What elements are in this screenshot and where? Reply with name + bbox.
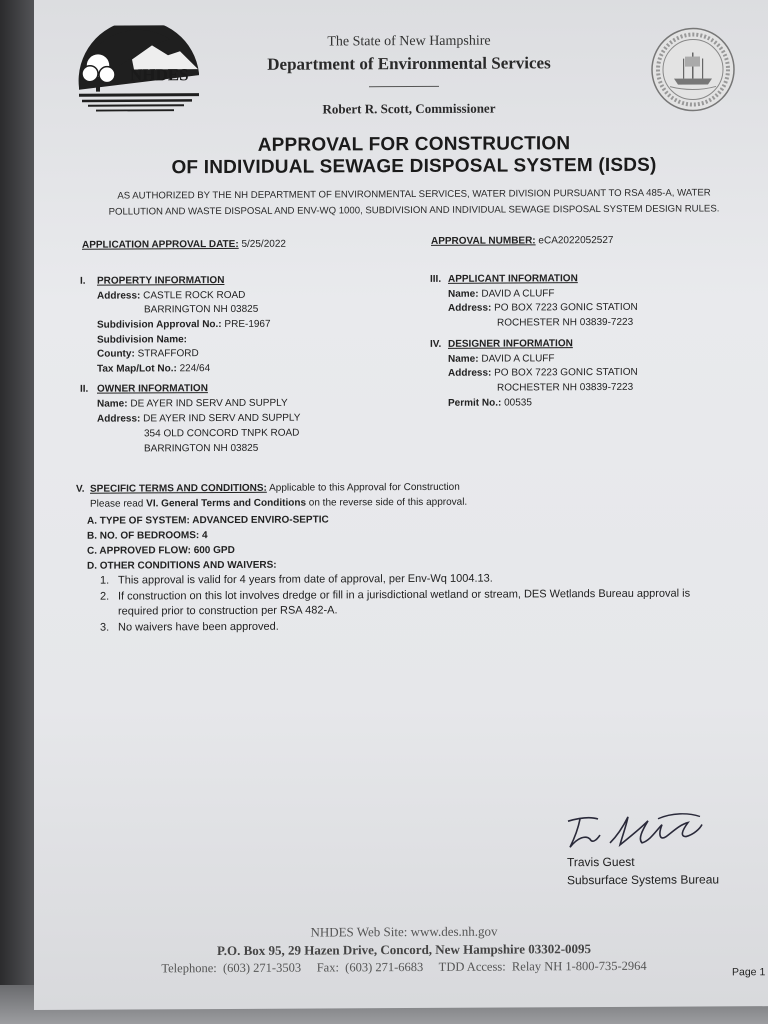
approval-date-row [82, 239, 286, 251]
approval-number-value: eCA2022052527 [538, 234, 614, 247]
property-subdivision-row [97, 319, 271, 331]
authority-line1: AS AUTHORIZED BY THE NH DEPARTMENT OF ENVIRONMENTAL SERVICES, WATER DIVISION PURSUANT TO RSA 485-A, WATER [117, 187, 711, 202]
applicant-address-label: Address: [448, 302, 492, 314]
designer-address-label: Address: [448, 367, 492, 379]
designer-permit-value: 00535 [504, 397, 532, 409]
designer-permit-label: Permit No.: [448, 397, 502, 409]
document-page [34, 0, 768, 1010]
designer-address-line2: ROCHESTER NH 03839-7223 [497, 381, 634, 394]
property-address-row [97, 290, 245, 302]
approval-date-value: 5/25/2022 [241, 238, 286, 250]
term-label: NO. OF BEDROOMS: [99, 530, 200, 542]
term-letter: C. [87, 545, 97, 557]
term-letter: D. [87, 560, 97, 572]
property-taxmap-label: Tax Map/Lot No.: [97, 363, 177, 375]
term-item [87, 560, 277, 572]
term-value: ADVANCED ENVIRO-SEPTIC [192, 514, 329, 527]
condition-text: This approval is valid for 4 years from date of approval, per Env-Wq 1004.13. [118, 572, 493, 587]
letterhead-divider [369, 86, 439, 87]
authority-statement [94, 185, 734, 220]
designer-heading: DESIGNER INFORMATION [448, 338, 573, 350]
designer-permit-row [448, 397, 532, 408]
property-heading-num: I. [80, 275, 86, 287]
terms-heading-num: V. [76, 483, 85, 495]
property-subdivision-value: PRE-1967 [224, 318, 271, 331]
handwritten-signature-icon [562, 806, 732, 857]
property-county-row [97, 348, 199, 360]
applicant-address-row [448, 302, 638, 314]
approval-date-label: APPLICATION APPROVAL DATE: [82, 238, 239, 251]
owner-name-value: DE AYER IND SERV AND SUPPLY [130, 397, 288, 410]
property-address-label: Address: [97, 290, 141, 302]
signer-name: Travis Guest [567, 854, 635, 870]
owner-heading: OWNER INFORMATION [97, 383, 208, 395]
designer-name-label: Name: [448, 353, 479, 365]
terms-read-note [90, 497, 467, 510]
property-subdivision-label: Subdivision Approval No.: [97, 319, 222, 331]
property-address-line1: CASTLE ROCK ROAD [143, 289, 246, 302]
applicant-name-row [448, 288, 555, 300]
applicant-name-value: DAVID A CLUFF [481, 288, 555, 300]
owner-name-label: Name: [97, 398, 128, 410]
term-letter: A. [87, 515, 97, 527]
condition-num: 2. [100, 590, 110, 603]
logo-text: NHDES [130, 65, 189, 85]
commissioner-name: Robert R. Scott, Commissioner [322, 100, 496, 117]
owner-name-row [97, 398, 288, 410]
terms-read-suffix: on the reverse side of this approval. [308, 496, 468, 509]
designer-address-row [448, 367, 638, 379]
applicant-address-line2: ROCHESTER NH 03839-7223 [497, 316, 634, 329]
terms-heading-row [90, 482, 460, 495]
property-taxmap-value: 224/64 [179, 363, 211, 375]
approval-number-label: APPROVAL NUMBER: [431, 235, 536, 247]
page-number: Page 1 [732, 966, 766, 979]
footer-address: P.O. Box 95, 29 Hazen Drive, Concord, New Hampshire 03302-0095 [216, 941, 592, 959]
approval-number-row [431, 235, 614, 247]
term-label: TYPE OF SYSTEM: [99, 515, 190, 527]
owner-address-line2: 354 OLD CONCORD TNPK ROAD [144, 427, 300, 440]
applicant-name-label: Name: [448, 288, 479, 300]
condition-num: 3. [100, 621, 110, 634]
owner-address-line3: BARRINGTON NH 03825 [144, 442, 259, 455]
condition-text-cont: required prior to construction per RSA 482-A. [118, 604, 338, 618]
property-address-line2: BARRINGTON NH 03825 [144, 303, 259, 316]
property-county-value: STRAFFORD [137, 348, 199, 360]
condition-text: No waivers have been approved. [118, 620, 279, 634]
condition-text: If construction on this lot involves dredge or fill in a jurisdictional wetland or stream, DES Wetlands Bureau approval is [118, 587, 691, 603]
authority-line2: POLLUTION AND WASTE DISPOSAL AND ENV-WQ 1000, SUBDIVISION AND INDIVIDUAL SEWAGE DISPOSAL SYSTEM DESIGN RULES. [108, 203, 720, 218]
applicant-heading: APPLICANT INFORMATION [448, 273, 578, 285]
document-title-line1: APPROVAL FOR CONSTRUCTION [257, 133, 571, 156]
term-value: 600 GPD [193, 544, 235, 557]
term-label: APPROVED FLOW: [99, 545, 191, 557]
term-value: 4 [202, 530, 208, 542]
term-item [87, 514, 329, 526]
terms-heading: SPECIFIC TERMS AND CONDITIONS: [90, 482, 267, 495]
designer-address-line1: PO BOX 7223 GONIC STATION [494, 366, 638, 379]
owner-address-line1: DE AYER IND SERV AND SUPPLY [143, 412, 301, 425]
term-item [87, 545, 235, 557]
state-name: The State of New Hampshire [327, 33, 491, 50]
property-subdivision-name-label: Subdivision Name: [97, 334, 188, 346]
terms-read-bold: VI. General Terms and Conditions [146, 497, 306, 510]
terms-heading-note: Applicable to this Approval for Construction [269, 481, 460, 494]
applicant-heading-num: III. [430, 273, 442, 285]
term-letter: B. [87, 530, 97, 542]
property-county-label: County: [97, 348, 135, 360]
footer-website: NHDES Web Site: www.des.nh.gov [310, 923, 498, 940]
footer-phones: Telephone: (603) 271-3503 Fax: (603) 271-6683 TDD Access: Relay NH 1-800-735-2964 [161, 958, 647, 976]
designer-name-row [448, 353, 555, 365]
signer-bureau: Subsurface Systems Bureau [567, 872, 720, 888]
designer-name-value: DAVID A CLUFF [481, 353, 555, 365]
applicant-address-line1: PO BOX 7223 GONIC STATION [494, 301, 638, 314]
property-taxmap-row [97, 363, 210, 375]
designer-heading-num: IV. [430, 338, 442, 350]
state-seal-icon [650, 26, 736, 112]
owner-address-label: Address: [97, 413, 141, 425]
terms-read-prefix: Please read [90, 498, 144, 510]
term-label: OTHER CONDITIONS AND WAIVERS: [99, 559, 277, 572]
condition-num: 1. [100, 574, 110, 587]
owner-heading-num: II. [80, 383, 89, 395]
term-item [87, 530, 208, 542]
document-title-line2: OF INDIVIDUAL SEWAGE DISPOSAL SYSTEM (ISDS) [171, 154, 657, 179]
property-heading: PROPERTY INFORMATION [97, 275, 225, 287]
owner-address-row [97, 413, 300, 425]
department-name: Department of Environmental Services [267, 53, 551, 74]
